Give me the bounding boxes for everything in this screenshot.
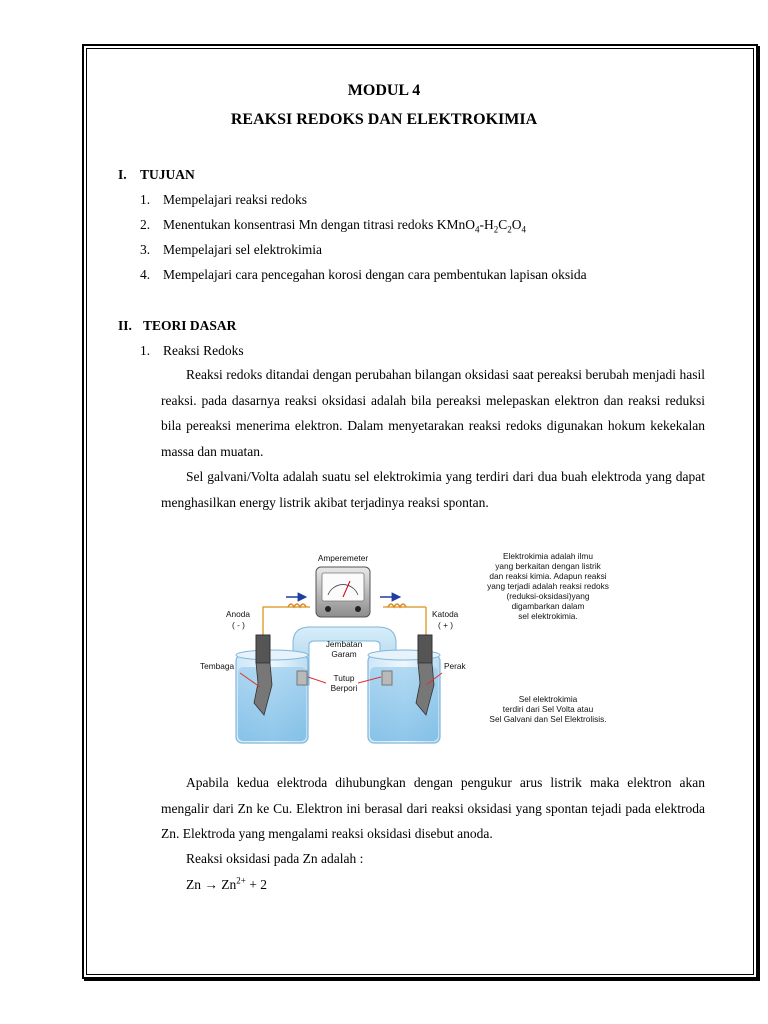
note-line: terdiri dari Sel Volta atau — [502, 704, 594, 714]
note-line: Elektrokimia adalah ilmu — [503, 551, 593, 561]
electrochemical-cell-figure — [200, 545, 618, 755]
list-item-number: 4. — [140, 267, 151, 282]
list-item: Menentukan konsentrasi Mn dengan titrasi redoks $KMnO_4-H_2C_2O_4$ — [163, 217, 526, 235]
list-item-number: 3. — [140, 242, 151, 257]
label-tutup: Tutup — [333, 673, 355, 683]
list-item: Mempelajari reaksi redoks — [163, 192, 307, 207]
section2-number: II. — [118, 318, 132, 333]
list-item-number: 1. — [140, 192, 151, 207]
module-number: MODUL 4 — [347, 82, 421, 99]
list-item-number: 2. — [140, 217, 151, 232]
note-line: (reduksi-oksidasi)yang — [506, 591, 590, 601]
note-line: dan reaksi kimia. Adapun reaksi — [489, 571, 607, 581]
section1-number: I. — [118, 167, 127, 182]
label-katoda: Katoda — [432, 609, 459, 619]
label-perak: Perak — [444, 661, 466, 671]
note-line: Sel elektrokimia — [518, 694, 578, 704]
note-line: yang berkaitan dengan listrik — [495, 561, 601, 571]
section1-heading: TUJUAN — [140, 167, 195, 182]
list-item: Mempelajari sel elektrokimia — [163, 242, 322, 257]
label-garam: Garam — [331, 649, 357, 659]
label-amperemeter: Amperemeter — [317, 553, 369, 563]
paragraph-electron-flow: Apabila kedua elektroda dihubungkan dengan pengukur arus listrik maka elektron akan mengalir dari Zn ke Cu. Elektron ini berasal dari reaksi oksidasi yang spontan tejadi pada elektroda Zn. Elektroda yang mengalami reaksi oksidasi disebut anoda. — [161, 775, 705, 841]
label-tembaga: Tembaga — [200, 661, 235, 671]
label-anoda: Anoda — [226, 609, 250, 619]
list-item: Mempelajari cara pencegahan korosi dengan cara pembentukan lapisan oksida — [163, 267, 587, 282]
label-katoda-sign: ( + ) — [438, 620, 453, 630]
equation: $Zn \to Zn^{2+} + 2$ — [186, 875, 267, 892]
note-line: yang terjadi adalah reaksi redoks — [487, 581, 609, 591]
module-title: REAKSI REDOKS DAN ELEKTROKIMIA — [230, 111, 538, 128]
paragraph-galvani: Sel galvani/Volta adalah suatu sel elektrokimia yang terdiri dari dua buah elektroda yang dapat menghasilkan energy listrik akibat terjadinya reaksi spontan. — [161, 469, 705, 510]
note-line: sel elektrokimia. — [518, 611, 578, 621]
label-berpori: Berpori — [330, 683, 358, 693]
note-line: Sel Galvani dan Sel Elektrolisis. — [489, 714, 607, 724]
paragraph-redox: Reaksi redoks ditandai dengan perubahan bilangan oksidasi saat pereaksi berubah menjadi hasil reaksi. pada dasarnya reaksi oksidasi adalah bila pereaksi melepaskan elektron dan reaksi reduksi bila pereaksi menerima elektron. Dalam menyetarakan reaksi redoks digunakan hokum kekekalan massa dan muatan. — [161, 367, 705, 459]
paragraph-oxidation: Reaksi oksidasi pada Zn adalah : — [186, 851, 364, 866]
subsection-title: Reaksi Redoks — [163, 343, 244, 358]
section2-heading: TEORI DASAR — [143, 318, 237, 333]
label-jembatan: Jembatan — [325, 639, 363, 649]
subsection-number: 1. — [140, 343, 151, 358]
label-anoda-sign: ( - ) — [232, 620, 245, 630]
note-line: digambarkan dalam — [511, 601, 585, 611]
